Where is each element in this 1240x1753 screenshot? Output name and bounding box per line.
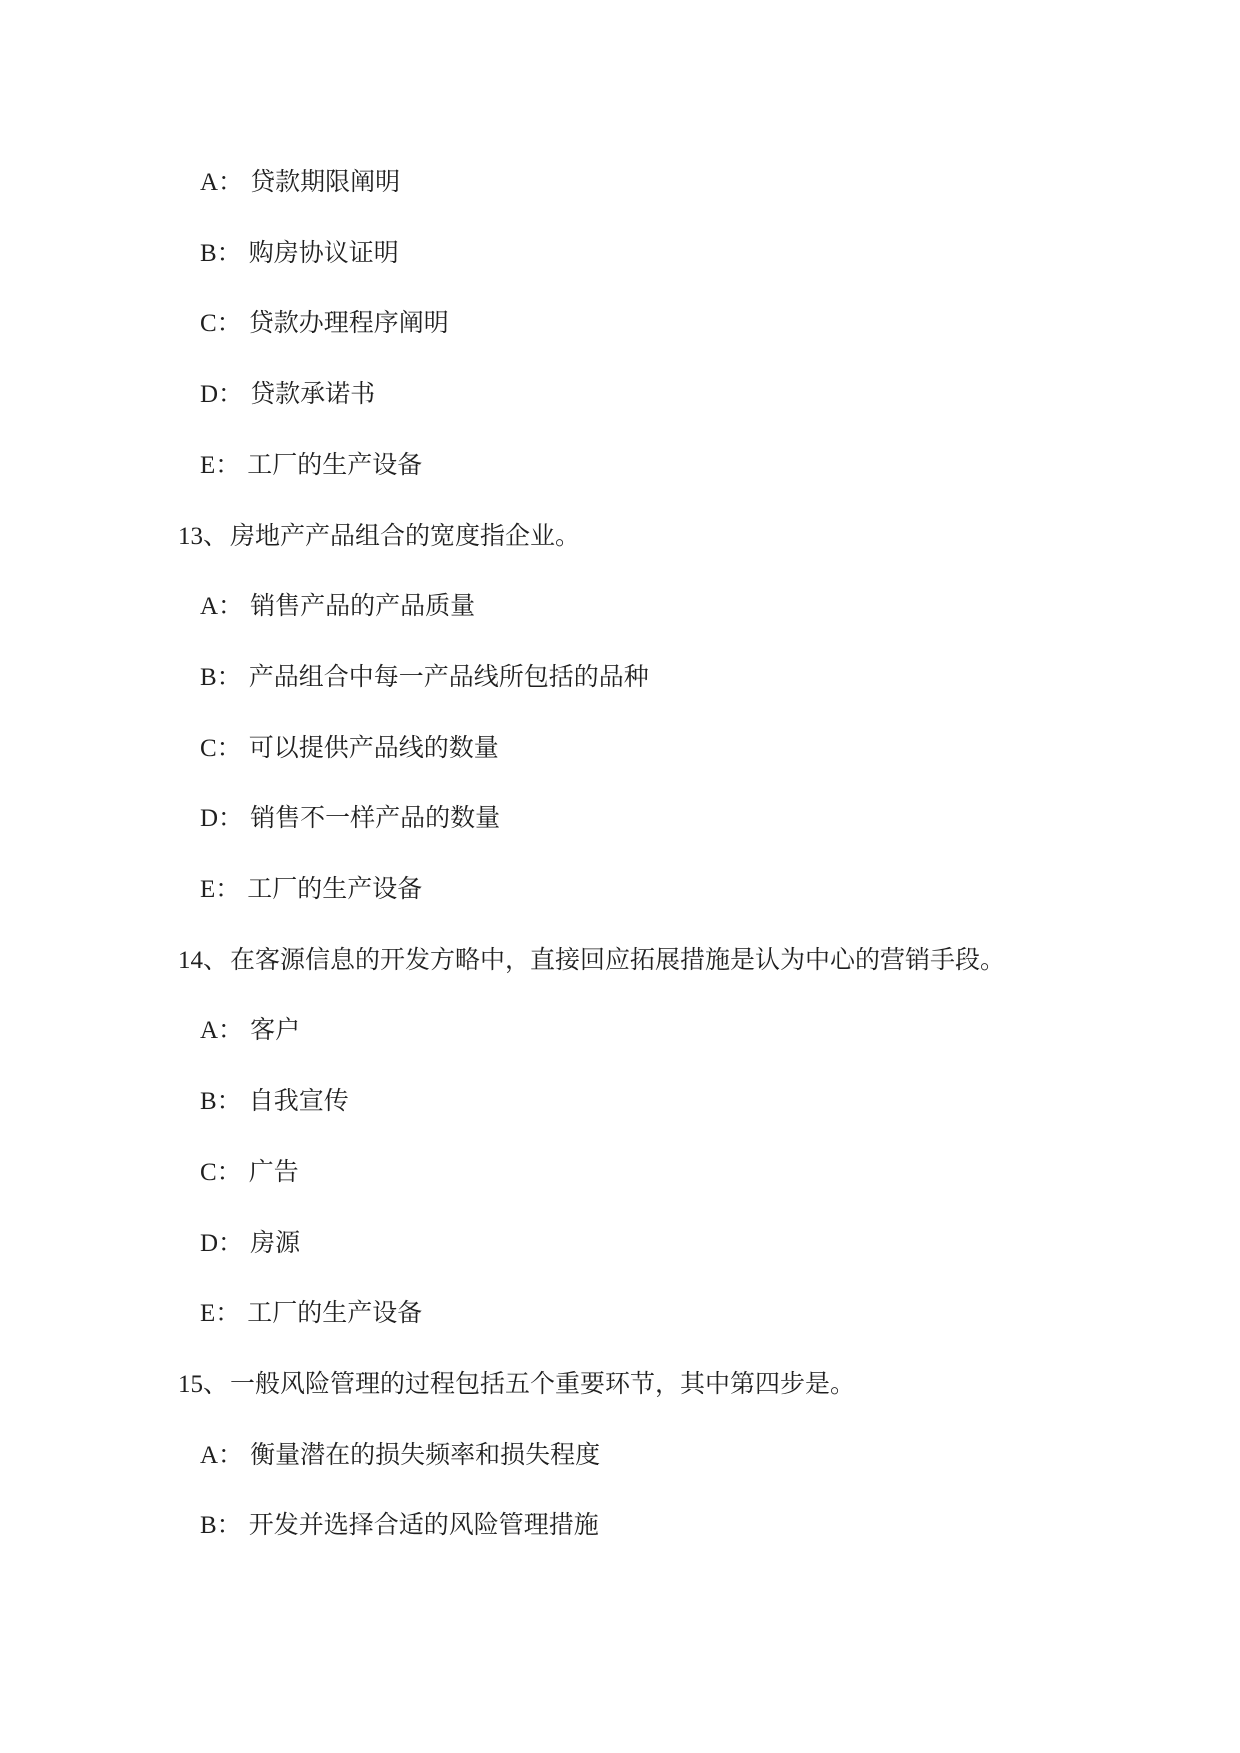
option-label: D：	[200, 381, 244, 408]
option-text: 自我宣传	[248, 1088, 349, 1115]
option-text: 衡量潜在的损失频率和损失程度	[250, 1442, 601, 1469]
option-text: 贷款期限阐明	[250, 169, 401, 196]
option-line	[200, 451, 422, 481]
question-line	[178, 522, 580, 552]
option-line	[200, 663, 649, 693]
option-text: 客户	[250, 1017, 301, 1044]
option-label: E：	[200, 1300, 241, 1327]
option-text: 销售不一样产品的数量	[250, 805, 501, 832]
question-number: 13、	[178, 523, 229, 550]
question-number: 15、	[178, 1371, 229, 1398]
option-text: 产品组合中每一产品线所包括的品种	[248, 664, 649, 691]
question-line	[178, 946, 1005, 976]
option-label: B：	[200, 664, 242, 691]
option-label: C：	[200, 310, 242, 337]
option-line	[200, 1511, 599, 1541]
option-line	[200, 380, 375, 410]
option-label: B：	[200, 240, 242, 267]
option-line	[200, 1441, 600, 1471]
option-text: 销售产品的产品质量	[250, 593, 476, 620]
option-text: 购房协议证明	[248, 240, 399, 267]
question-text: 一般风险管理的过程包括五个重要环节，其中第四步是。	[230, 1371, 856, 1398]
option-text: 房源	[250, 1230, 301, 1257]
option-line	[200, 1016, 300, 1046]
option-label: B：	[200, 1512, 242, 1539]
option-text: 工厂的生产设备	[247, 1300, 423, 1327]
option-line	[200, 309, 449, 339]
option-line	[200, 1299, 422, 1329]
question-text: 房地产产品组合的宽度指企业。	[230, 523, 581, 550]
option-text: 可以提供产品线的数量	[248, 735, 499, 762]
option-line	[200, 734, 499, 764]
option-text: 贷款办理程序阐明	[248, 310, 449, 337]
option-text: 工厂的生产设备	[247, 452, 423, 479]
option-label: B：	[200, 1088, 242, 1115]
option-label: A：	[200, 169, 244, 196]
option-label: C：	[200, 735, 242, 762]
option-line	[200, 168, 400, 198]
option-text: 贷款承诺书	[250, 381, 376, 408]
option-label: A：	[200, 1017, 244, 1044]
option-label: D：	[200, 1230, 244, 1257]
option-text: 工厂的生产设备	[247, 876, 423, 903]
option-line	[200, 804, 500, 834]
option-label: A：	[200, 593, 244, 620]
question-line	[178, 1370, 855, 1400]
option-label: C：	[200, 1159, 242, 1186]
option-line	[200, 1158, 299, 1188]
option-label: A：	[200, 1442, 244, 1469]
option-label: E：	[200, 452, 241, 479]
option-text: 开发并选择合适的风险管理措施	[248, 1512, 599, 1539]
option-line	[200, 875, 422, 905]
question-number: 14、	[178, 947, 229, 974]
question-text: 在客源信息的开发方略中，直接回应拓展措施是认为中心的营销手段。	[230, 947, 1006, 974]
option-label: E：	[200, 876, 241, 903]
option-text: 广告	[248, 1159, 299, 1186]
option-line	[200, 592, 475, 622]
option-label: D：	[200, 805, 244, 832]
option-line	[200, 1229, 300, 1259]
option-line	[200, 1087, 349, 1117]
option-line	[200, 239, 399, 269]
